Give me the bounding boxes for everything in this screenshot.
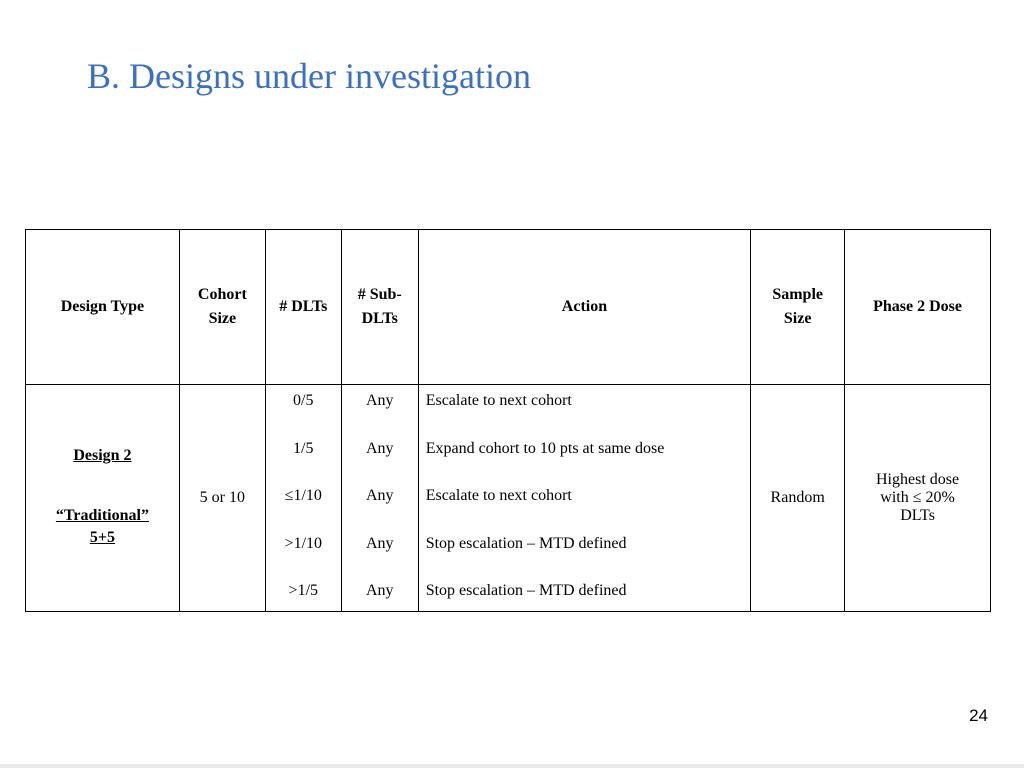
- footer-divider: [0, 764, 1024, 768]
- header-sample-size-line2: Size: [783, 310, 812, 327]
- sub-dlts-value: Any: [365, 487, 394, 504]
- design-alias: [26, 505, 179, 550]
- sub-dlts-value: Any: [365, 534, 394, 552]
- header-action: Action: [418, 230, 751, 385]
- slide-title: B. Designs under investigation: [87, 56, 531, 96]
- sub-dlts-cell: [341, 385, 418, 612]
- header-sub-dlts: [341, 230, 418, 385]
- design-name: Design 2: [73, 446, 132, 464]
- dlts-value: 0/5: [293, 392, 314, 409]
- header-phase2-dose: Phase 2 Dose: [845, 230, 991, 385]
- design-type-cell: [26, 385, 180, 612]
- header-sub-dlts-line2: DLTs: [361, 310, 398, 327]
- sub-dlts-value: Any: [365, 439, 394, 457]
- sub-dlts-value: Any: [365, 392, 394, 409]
- design-alias-line2: 5+5: [89, 529, 115, 546]
- phase2-dose-line3: DLTs: [900, 507, 935, 524]
- header-row: [26, 230, 991, 385]
- design-alias-line1: “Traditional”: [55, 506, 149, 524]
- phase2-dose-line1: Highest dose: [876, 471, 960, 488]
- phase2-dose-line2: with ≤ 20%: [880, 489, 955, 506]
- designs-table: [25, 229, 991, 612]
- header-cohort-size-line1: Cohort: [197, 286, 247, 303]
- action-value: Expand cohort to 10 pts at same dose: [425, 439, 665, 457]
- header-dlts: # DLTs: [265, 230, 341, 385]
- header-design-type: Design Type: [26, 230, 180, 385]
- phase2-dose-cell: [845, 385, 991, 612]
- dlts-cell: [265, 385, 341, 612]
- action-cell: [418, 385, 751, 612]
- table-row: [26, 385, 991, 612]
- dlts-value: ≤1/10: [284, 487, 322, 504]
- action-value: Stop escalation – MTD defined: [425, 534, 627, 552]
- page-number: 24: [969, 706, 988, 725]
- action-value: Stop escalation – MTD defined: [425, 582, 627, 599]
- dlts-value: >1/5: [288, 582, 319, 599]
- header-sample-size-line1: Sample: [772, 286, 823, 303]
- header-cohort-size: [179, 230, 265, 385]
- action-value: Escalate to next cohort: [425, 392, 572, 409]
- sub-dlts-value: Any: [365, 582, 394, 599]
- header-sub-dlts-line1: # Sub-: [357, 286, 402, 303]
- sample-size-cell: Random: [751, 385, 845, 612]
- dlts-value: >1/10: [284, 534, 323, 552]
- header-sample-size: [751, 230, 845, 385]
- dlts-value: 1/5: [293, 439, 314, 457]
- header-cohort-size-line2: Size: [208, 310, 237, 327]
- action-value: Escalate to next cohort: [425, 487, 572, 504]
- cohort-size-cell: 5 or 10: [179, 385, 265, 612]
